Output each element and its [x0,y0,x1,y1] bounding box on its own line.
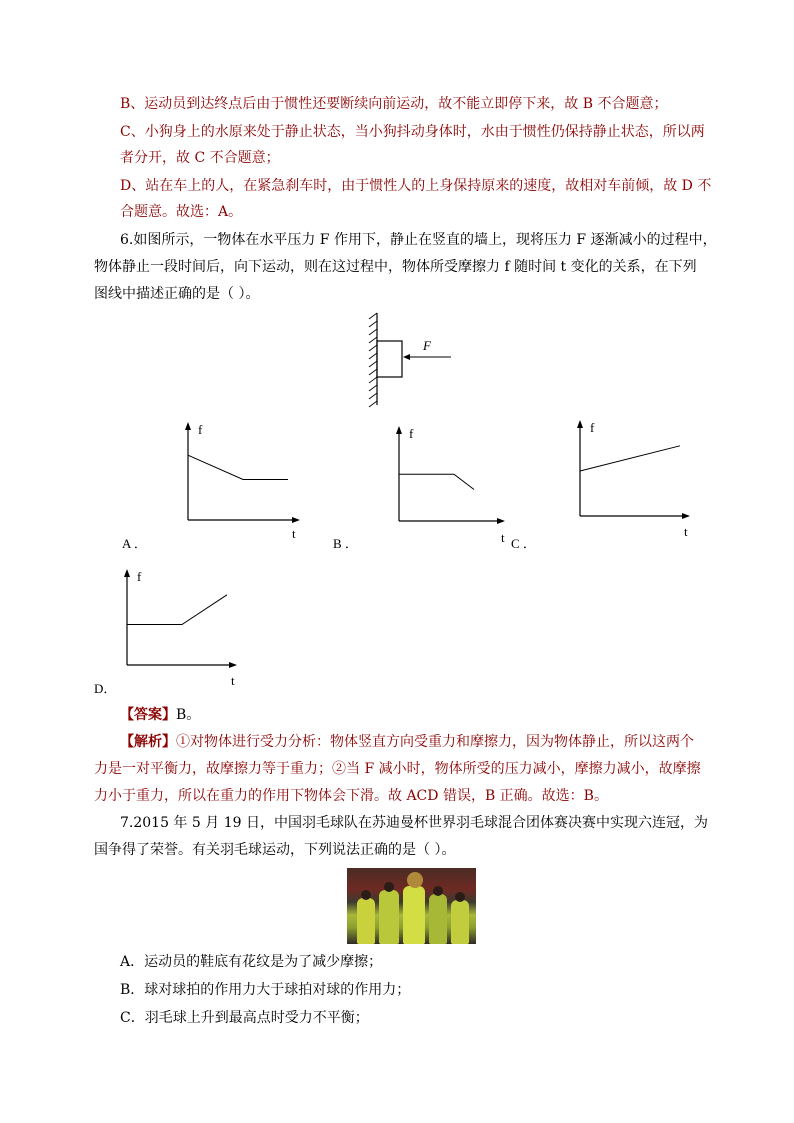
question-7-line-2: 国争得了荣誉。有关羽毛球运动，下列说法正确的是（ ）。 [94,842,456,858]
option-c-explanation-1: C、小狗身上的水原来处于静止状态，当小狗抖动身体时，水由于惯性仍保持静止状态，所以两 [120,124,705,140]
graph-d [119,567,244,688]
question-7-option-c: C．羽毛球上升到最高点时受力不平衡； [120,1010,369,1026]
graph-a [180,420,305,541]
graph-a-y-label: f [198,422,203,437]
analysis-line-3: 力小于重力，所以在重力的作用下物体会下滑。故 ACD 错误，B 正确。故选：B。 [94,788,608,804]
answer-line [120,705,200,725]
option-a-label: A ． [122,536,147,551]
option-d-explanation-2: 合题意。故选：A。 [120,204,243,220]
graph-b-curve [399,474,474,489]
analysis-tag: 【解析】 [120,734,176,750]
graph-a-curve [188,455,288,479]
graph-c-y-label: f [590,420,595,435]
question-6-line-2: 物体静止一段时间后，向下运动，则在这过程中，物体所受摩擦力 f 随时间 t 变化的关系，在下列 [94,259,697,275]
analysis-line-1 [120,732,694,752]
graph-b-x-label: t [501,530,505,545]
block [377,341,402,377]
question-6-line-3: 图线中描述正确的是（ ）。 [94,286,260,302]
graph-c [572,418,697,539]
graph-b [391,424,516,545]
graph-a-x-label: t [292,526,296,541]
option-c-label: C ． [511,536,536,551]
option-d-explanation-1: D、站在车上的人，在紧急刹车时，由于惯性人的上身保持原来的速度，故相对车前倾，故 D 不 [120,178,712,194]
analysis-text-1: ①对物体进行受力分析：物体竖直方向受重力和摩擦力，因为物体静止，所以这两个 [176,734,694,750]
option-b-label: B ． [333,536,358,551]
analysis-line-2: 力是一对平衡力，故摩擦力等于重力；②当 F 减小时，物体所受的压力减小，摩擦力减小，故摩擦 [94,761,701,777]
graph-b-y-label: f [409,426,414,441]
option-c-explanation-2: 者分开，故 C 不合题意； [120,150,280,166]
badminton-team-photo [347,868,476,944]
question-7-option-b: B．球对球拍的作用力大于球拍对球的作用力； [120,982,411,998]
graph-d-curve [127,595,227,625]
wall-block-figure [365,313,465,408]
question-7-line-1: 7.2015 年 5 月 19 日，中国羽毛球队在苏迪曼杯世界羽毛球混合团体赛决赛中实现六连冠，为 [120,815,708,831]
graph-d-y-label: f [137,569,142,584]
graph-c-curve [580,446,680,471]
answer-tag: 【答案】 [120,707,176,723]
graph-c-x-label: t [684,524,688,539]
question-6-line-1: 6.如图所示，一物体在水平压力 F 作用下，静止在竖直的墙上，现将压力 F 逐渐减小的过程中， [120,232,717,248]
option-d-label: D． [94,681,117,696]
answer-value: B。 [176,707,201,723]
question-7-option-a: A．运动员的鞋底有花纹是为了减少摩擦； [120,954,383,970]
graph-d-x-label: t [231,673,235,688]
option-b-explanation: B、运动员到达终点后由于惯性还要断续向前运动，故不能立即停下来，故 B 不合题意； [120,96,668,112]
force-label: F [423,338,431,353]
